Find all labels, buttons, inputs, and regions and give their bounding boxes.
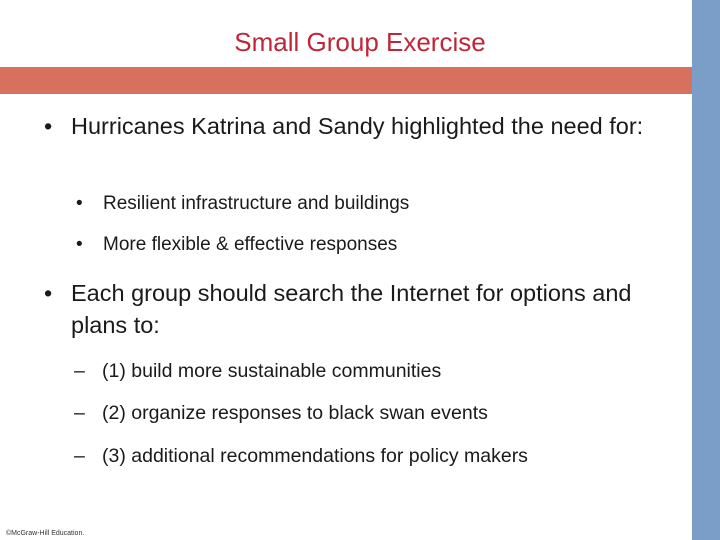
slide-title: Small Group Exercise bbox=[234, 27, 486, 57]
bullet-marker: • bbox=[44, 280, 53, 306]
sub-bullet-text: (3) additional recommendations for policy makers bbox=[102, 445, 528, 467]
bullet-marker: • bbox=[44, 113, 53, 139]
sub-bullet-text: (2) organize responses to black swan events bbox=[102, 402, 488, 424]
title-band bbox=[0, 67, 692, 94]
sub-bullet-text: (1) build more sustainable communities bbox=[102, 360, 442, 382]
dash-marker: – bbox=[74, 402, 85, 424]
sub-bullet-text: More flexible & effective responses bbox=[103, 234, 398, 255]
dash-marker: – bbox=[74, 360, 85, 382]
dash-marker: – bbox=[74, 445, 85, 467]
sub-bullet-text: Resilient infrastructure and buildings bbox=[103, 193, 410, 214]
bullet-item bbox=[44, 110, 674, 174]
sub-bullet-marker: • bbox=[76, 193, 83, 214]
side-accent-bar bbox=[692, 0, 720, 540]
bullet-text: Hurricanes Katrina and Sandy highlighted the need for: bbox=[71, 113, 644, 139]
bullet-text: Each group should search the Internet for options and plans to: bbox=[71, 280, 632, 338]
sub-bullet-marker: • bbox=[76, 234, 83, 255]
bullet-item bbox=[44, 277, 674, 341]
copyright-notice: ©McGraw-Hill Education. bbox=[6, 530, 85, 537]
